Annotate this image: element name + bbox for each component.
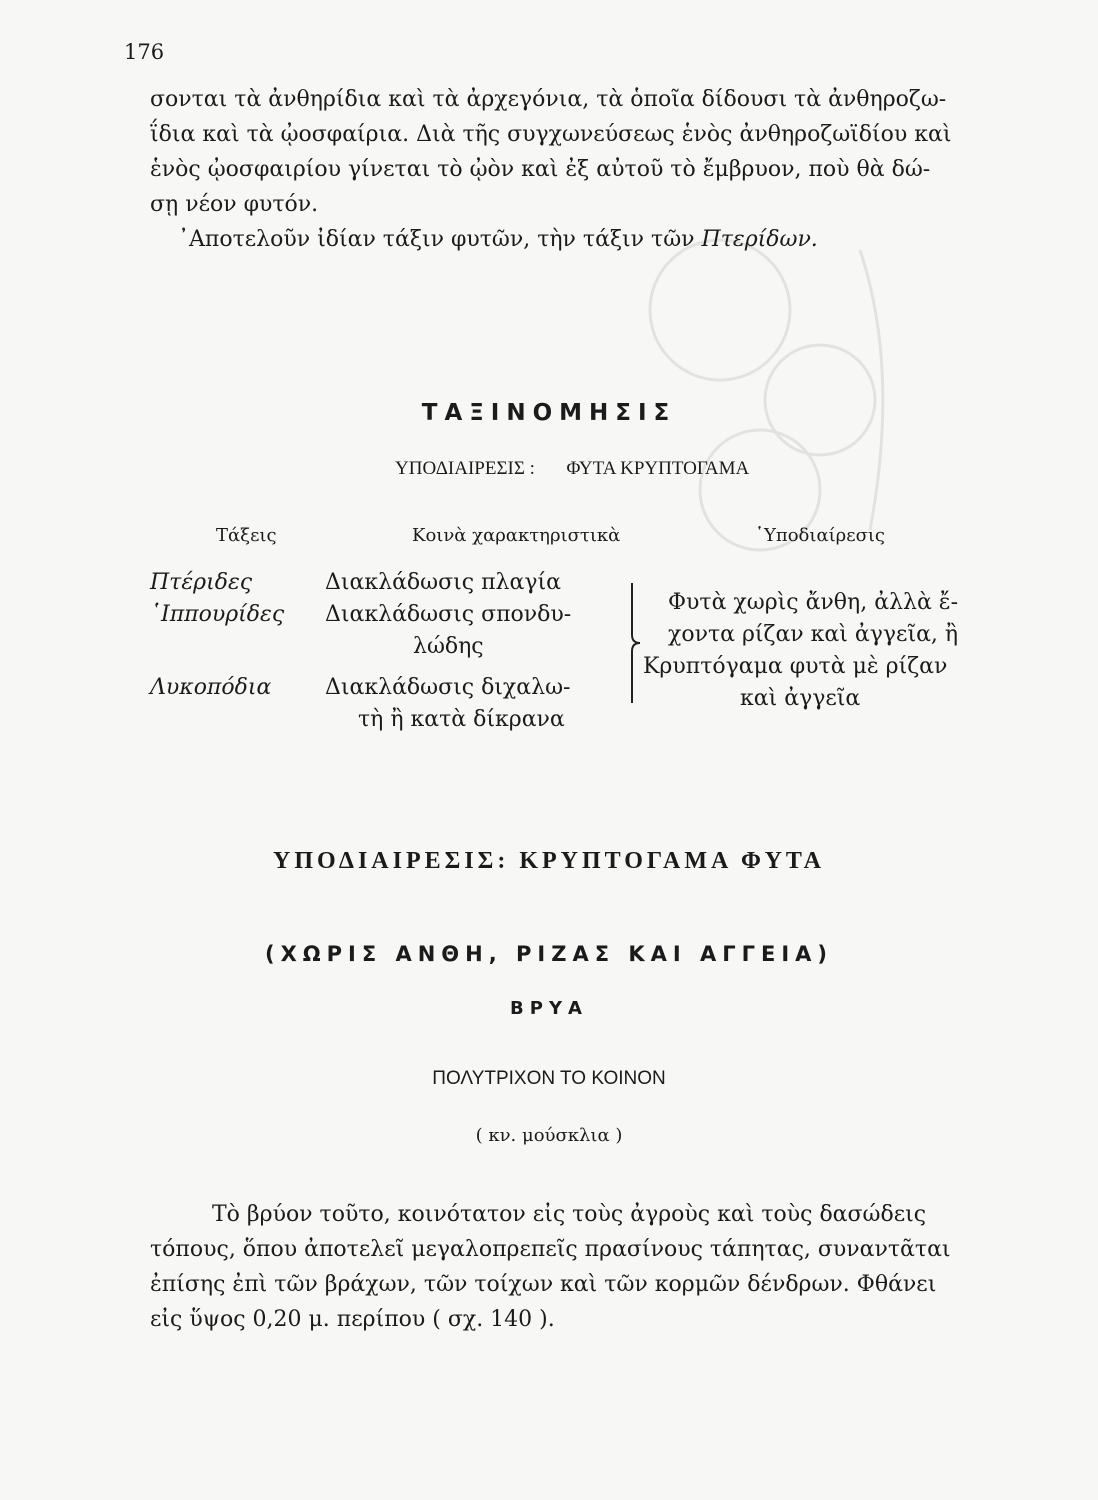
intro-paragraph bbox=[150, 82, 980, 257]
intro-last-line bbox=[150, 222, 980, 257]
body-line: Τὸ βρύον τοῦτο, κοινότατον εἰς τοὺς ἀγροὺς καὶ τοὺς δασώδεις bbox=[212, 1202, 927, 1227]
subdivision-desc-line: χοντα ρίζαν καὶ ἀγγεῖα, ἢ bbox=[668, 622, 959, 647]
body-paragraph bbox=[150, 1197, 980, 1337]
order-pterides: Πτέριδες bbox=[150, 570, 253, 595]
subdivision-label: ΥΠΟΔΙΑΙΡΕΣΙΣ : bbox=[395, 458, 535, 479]
characteristic-line: Διακλάδωσις πλαγία bbox=[325, 570, 561, 595]
body-line: ἐπίσης ἐπὶ τῶν βράχων, τῶν τοίχων καὶ τῶν κορμῶν δένδρων. Φθάνει bbox=[150, 1272, 937, 1297]
subdivision-value: ΦΥΤΑ ΚΡΥΠΤΟΓΑΜΑ bbox=[566, 458, 750, 479]
page-number: 176 bbox=[124, 40, 165, 64]
characteristic-line: Διακλάδωσις διχαλω- bbox=[325, 675, 571, 700]
column-header-characteristics: Κοινὰ χαρακτηριστικὰ bbox=[412, 525, 621, 546]
characteristic-line: τὴ ἢ κατὰ δίκρανα bbox=[358, 707, 565, 732]
classification-title: ΤΑΞΙΝΟΜΗΣΙΣ bbox=[421, 400, 677, 426]
intro-line: ἑνὸς ᾠοσφαιρίου γίνεται τὸ ᾠὸν καὶ ἐξ αὐτοῦ τὸ ἔμβρυον, ποὺ θὰ δώ- bbox=[150, 157, 931, 182]
order-name-pteridon: Πτερίδων. bbox=[701, 227, 818, 252]
section-subheading: (ΧΩΡΙΣ ΑΝΘΗ, ΡΙΖΑΣ ΚΑΙ ΑΓΓΕΙΑ) bbox=[264, 942, 834, 966]
grouping-brace bbox=[628, 583, 648, 703]
body-line: εἰς ὕψος 0,20 μ. περίπου ( σχ. 140 ). bbox=[150, 1307, 555, 1332]
intro-line: σῃ νέον φυτόν. bbox=[150, 192, 319, 217]
characteristic-line: λώδης bbox=[413, 634, 484, 659]
subdivision-desc-line: Φυτὰ χωρὶς ἄνθη, ἀλλὰ ἔ- bbox=[668, 590, 959, 615]
order-hippourides: ῾Ιππουρίδες bbox=[150, 602, 285, 627]
order-lykopodia: Λυκοπόδια bbox=[150, 675, 272, 700]
column-header-orders: Τάξεις bbox=[216, 525, 277, 546]
group-heading: ΒΡΥΑ bbox=[510, 998, 588, 1019]
characteristic-line: Διακλάδωσις σπονδυ- bbox=[325, 602, 572, 627]
common-name: ( κν. μούσκλια ) bbox=[475, 1125, 623, 1146]
subdivision-line bbox=[395, 458, 749, 480]
column-header-subdivision: ῾Υποδιαίρεσις bbox=[755, 525, 885, 546]
subdivision-desc-line: Κρυπτόγαμα φυτὰ μὲ ρίζαν bbox=[643, 654, 948, 679]
subdivision-desc-line: καὶ ἀγγεῖα bbox=[740, 686, 861, 711]
species-heading: ΠΟΛΥΤΡΙΧΟΝ ΤΟ ΚΟΙΝΟΝ bbox=[432, 1068, 666, 1089]
body-line: τόπους, ὅπου ἀποτελεῖ μεγαλοπρεπεῖς πρασίνους τάπητας, συναντᾶται bbox=[150, 1237, 951, 1262]
intro-last-line-text: ᾿Αποτελοῦν ἰδίαν τάξιν φυτῶν, τὴν τάξιν τῶν bbox=[178, 227, 702, 252]
section-heading: ΥΠΟΔΙΑΙΡΕΣΙΣ: ΚΡΥΠΤΟΓΑΜΑ ΦΥΤΑ bbox=[273, 848, 825, 874]
intro-line: σονται τὰ ἀνθηρίδια καὶ τὰ ἀρχεγόνια, τὰ ὁποῖα δίδουσι τὰ ἀνθηροζω- bbox=[150, 87, 947, 112]
intro-line: ΐδια καὶ τὰ ᾠοσφαίρια. Διὰ τῆς συγχωνεύσεως ἑνὸς ἀνθηροζωϊδίου καὶ bbox=[150, 122, 952, 147]
